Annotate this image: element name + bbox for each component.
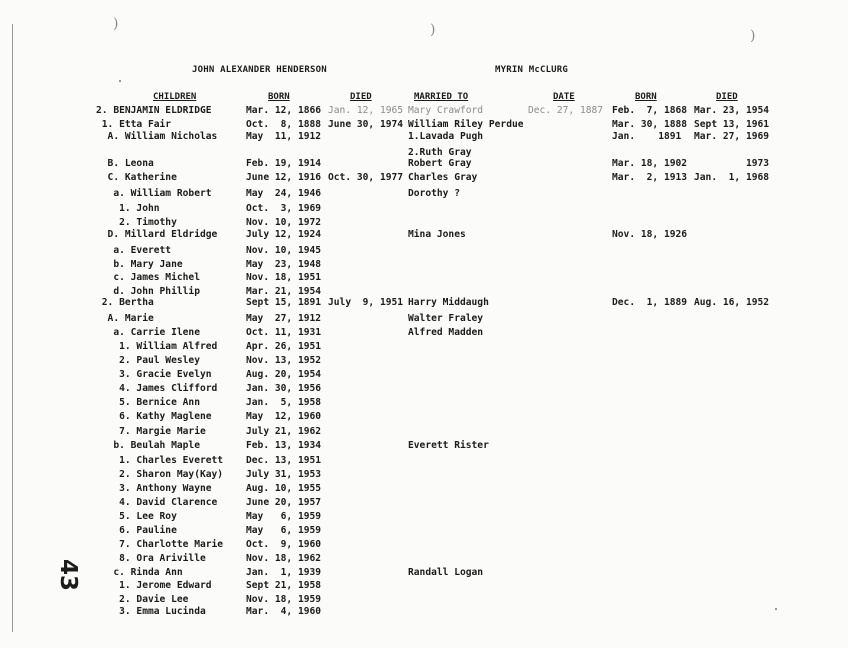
spouse-birth-date: Mar. 18, 1902 <box>612 158 688 169</box>
birth-date: Nov. 18, 1962 <box>246 553 322 564</box>
speck <box>119 80 121 82</box>
table-row <box>0 606 848 620</box>
child-name: D. Millard Eldridge <box>96 229 218 240</box>
table-row <box>0 158 848 172</box>
spouse-birth-date: Jan. 1891 <box>612 131 682 142</box>
spouse-birth-date: Feb. 7, 1868 <box>612 105 688 116</box>
child-name: 8. Ora Ariville <box>96 553 206 564</box>
death-date: June 30, 1974 <box>328 119 404 130</box>
punch-mark: ) <box>430 22 436 38</box>
spouse-death-date: 1973 <box>694 158 770 169</box>
child-name: 5. Bernice Ann <box>96 397 200 408</box>
spouse-death-date: Sept 13, 1961 <box>694 119 770 130</box>
birth-date: Jan. 1, 1939 <box>246 567 322 578</box>
birth-date: May 11, 1912 <box>246 131 322 142</box>
birth-date: July 21, 1962 <box>246 426 322 437</box>
header-spouse-born: BORN <box>635 92 657 102</box>
birth-date: Nov. 13, 1952 <box>246 355 322 366</box>
child-name: 1. William Alfred <box>96 341 218 352</box>
child-name: a. William Robert <box>96 188 212 199</box>
table-row <box>0 580 848 594</box>
child-name: 4. David Clarence <box>96 497 218 508</box>
punch-mark: ) <box>750 28 756 44</box>
header-children: CHILDREN <box>153 92 197 102</box>
table-row <box>0 440 848 454</box>
wife-name: MYRIN McCLURG <box>495 65 569 75</box>
child-name: b. Beulah Maple <box>96 440 200 451</box>
table-row <box>0 188 848 202</box>
spouse-birth-date: Mar. 30, 1888 <box>612 119 688 130</box>
birth-date: Nov. 10, 1972 <box>246 217 322 228</box>
spouse-name: Robert Gray <box>408 158 472 169</box>
child-name: 7. Margie Marie <box>96 426 206 437</box>
birth-date: June 20, 1957 <box>246 497 322 508</box>
child-name: 1. Etta Fair <box>96 119 172 130</box>
birth-date: June 12, 1916 <box>246 172 322 183</box>
table-row <box>0 105 848 119</box>
table-row <box>0 553 848 567</box>
spouse-birth-date: Nov. 18, 1926 <box>612 229 688 240</box>
child-name: 3. Anthony Wayne <box>96 483 212 494</box>
birth-date: Jan. 5, 1958 <box>246 397 322 408</box>
birth-date: July 12, 1924 <box>246 229 322 240</box>
birth-date: Oct. 11, 1931 <box>246 327 322 338</box>
spouse-name: Walter Fraley <box>408 313 484 324</box>
child-name: 1. Charles Everett <box>96 455 224 466</box>
marriage-date: Dec. 27, 1887 <box>528 105 604 116</box>
birth-date: Aug. 10, 1955 <box>246 483 322 494</box>
death-date: July 9, 1951 <box>328 297 404 308</box>
table-row <box>0 525 848 539</box>
birth-date: May 6, 1959 <box>246 511 322 522</box>
table-row <box>0 383 848 397</box>
table-row <box>0 369 848 383</box>
child-name: b. Mary Jane <box>96 259 183 270</box>
child-name: 2. Paul Wesley <box>96 355 200 366</box>
child-name: 7. Charlotte Marie <box>96 539 224 550</box>
spouse-name: 2.Ruth Gray <box>408 147 472 158</box>
spouse-name: Charles Gray <box>408 172 478 183</box>
table-row <box>0 355 848 369</box>
table-row <box>0 567 848 581</box>
birth-date: Feb. 13, 1934 <box>246 440 322 451</box>
spouse-death-date: Jan. 1, 1968 <box>694 172 770 183</box>
husband-name: JOHN ALEXANDER HENDERSON <box>192 65 327 75</box>
table-row <box>0 203 848 217</box>
birth-date: Nov. 10, 1945 <box>246 245 322 256</box>
spouse-name: William Riley Perdue <box>408 119 524 130</box>
table-row <box>0 229 848 243</box>
table-row <box>0 397 848 411</box>
child-name: d. John Phillip <box>96 286 200 297</box>
birth-date: Oct. 9, 1960 <box>246 539 322 550</box>
child-name: 6. Kathy Maglene <box>96 411 212 422</box>
spouse-birth-date: Dec. 1, 1889 <box>612 297 688 308</box>
table-row <box>0 341 848 355</box>
table-row <box>0 327 848 341</box>
table-row <box>0 297 848 311</box>
table-row <box>0 483 848 497</box>
child-name: B. Leona <box>96 158 154 169</box>
header-spouse-died: DIED <box>716 92 738 102</box>
child-name: 2. Sharon May(Kay) <box>96 469 224 480</box>
table-row <box>0 497 848 511</box>
spouse-death-date: Aug. 16, 1952 <box>694 297 770 308</box>
birth-date: May 27, 1912 <box>246 313 322 324</box>
child-name: a. Everett <box>96 245 172 256</box>
child-name: 2. BENJAMIN ELDRIDGE <box>96 105 212 116</box>
header-died: DIED <box>350 92 372 102</box>
table-row <box>0 131 848 145</box>
spouse-name: Harry Middaugh <box>408 297 489 308</box>
header-born: BORN <box>268 92 290 102</box>
birth-date: Mar. 21, 1954 <box>246 286 322 297</box>
table-row <box>0 539 848 553</box>
child-name: c. Rinda Ann <box>96 567 183 578</box>
table-row <box>0 469 848 483</box>
spouse-name: Mary Crawford <box>408 105 484 116</box>
birth-date: Nov. 18, 1959 <box>246 594 322 605</box>
birth-date: Mar. 12, 1866 <box>246 105 322 116</box>
child-name: 6. Pauline <box>96 525 177 536</box>
birth-date: Nov. 18, 1951 <box>246 272 322 283</box>
table-row <box>0 172 848 186</box>
child-name: c. James Michel <box>96 272 200 283</box>
birth-date: Oct. 8, 1888 <box>246 119 322 130</box>
table-row <box>0 426 848 440</box>
birth-date: Dec. 13, 1951 <box>246 455 322 466</box>
birth-date: Sept 15, 1891 <box>246 297 322 308</box>
spouse-death-date: Mar. 27, 1969 <box>694 131 770 142</box>
birth-date: May 23, 1948 <box>246 259 322 270</box>
child-name: C. Katherine <box>96 172 177 183</box>
birth-date: May 6, 1959 <box>246 525 322 536</box>
child-name: 4. James Clifford <box>96 383 218 394</box>
table-row <box>0 511 848 525</box>
spouse-death-date: Mar. 23, 1954 <box>694 105 770 116</box>
child-name: A. William Nicholas <box>96 131 218 142</box>
spouse-name: Alfred Madden <box>408 327 484 338</box>
spouse-name: Mina Jones <box>408 229 466 240</box>
child-name: 3. Gracie Evelyn <box>96 369 212 380</box>
child-name: 2. Timothy <box>96 217 177 228</box>
spouse-name: 1.Lavada Pugh <box>408 131 484 142</box>
birth-date: Oct. 3, 1969 <box>246 203 322 214</box>
child-name: 2. Davie Lee <box>96 594 189 605</box>
page-number: 43 <box>55 558 82 592</box>
table-row <box>0 259 848 273</box>
child-name: 1. John <box>96 203 160 214</box>
birth-date: May 24, 1946 <box>246 188 322 199</box>
punch-mark: ) <box>113 16 119 32</box>
spouse-name: Randall Logan <box>408 567 484 578</box>
spouse-birth-date: Mar. 2, 1913 <box>612 172 688 183</box>
birth-date: Feb. 19, 1914 <box>246 158 322 169</box>
birth-date: July 31, 1953 <box>246 469 322 480</box>
death-date: Oct. 30, 1977 <box>328 172 404 183</box>
header-date: DATE <box>553 92 575 102</box>
child-name: 3. Emma Lucinda <box>96 606 206 617</box>
birth-date: May 12, 1960 <box>246 411 322 422</box>
birth-date: Apr. 26, 1951 <box>246 341 322 352</box>
child-name: 2. Bertha <box>96 297 154 308</box>
child-name: A. Marie <box>96 313 154 324</box>
table-row <box>0 245 848 259</box>
spouse-name: Everett Rister <box>408 440 489 451</box>
birth-date: Jan. 30, 1956 <box>246 383 322 394</box>
birth-date: Aug. 20, 1954 <box>246 369 322 380</box>
child-name: a. Carrie Ilene <box>96 327 200 338</box>
table-row <box>0 272 848 286</box>
child-name: 5. Lee Roy <box>96 511 177 522</box>
table-row <box>0 313 848 327</box>
child-name: 1. Jerome Edward <box>96 580 212 591</box>
death-date: Jan. 12, 1965 <box>328 105 404 116</box>
spouse-name: Dorothy ? <box>408 188 460 199</box>
header-married-to: MARRIED TO <box>414 92 469 102</box>
table-row <box>0 455 848 469</box>
table-row <box>0 411 848 425</box>
birth-date: Sept 21, 1958 <box>246 580 322 591</box>
birth-date: Mar. 4, 1960 <box>246 606 322 617</box>
